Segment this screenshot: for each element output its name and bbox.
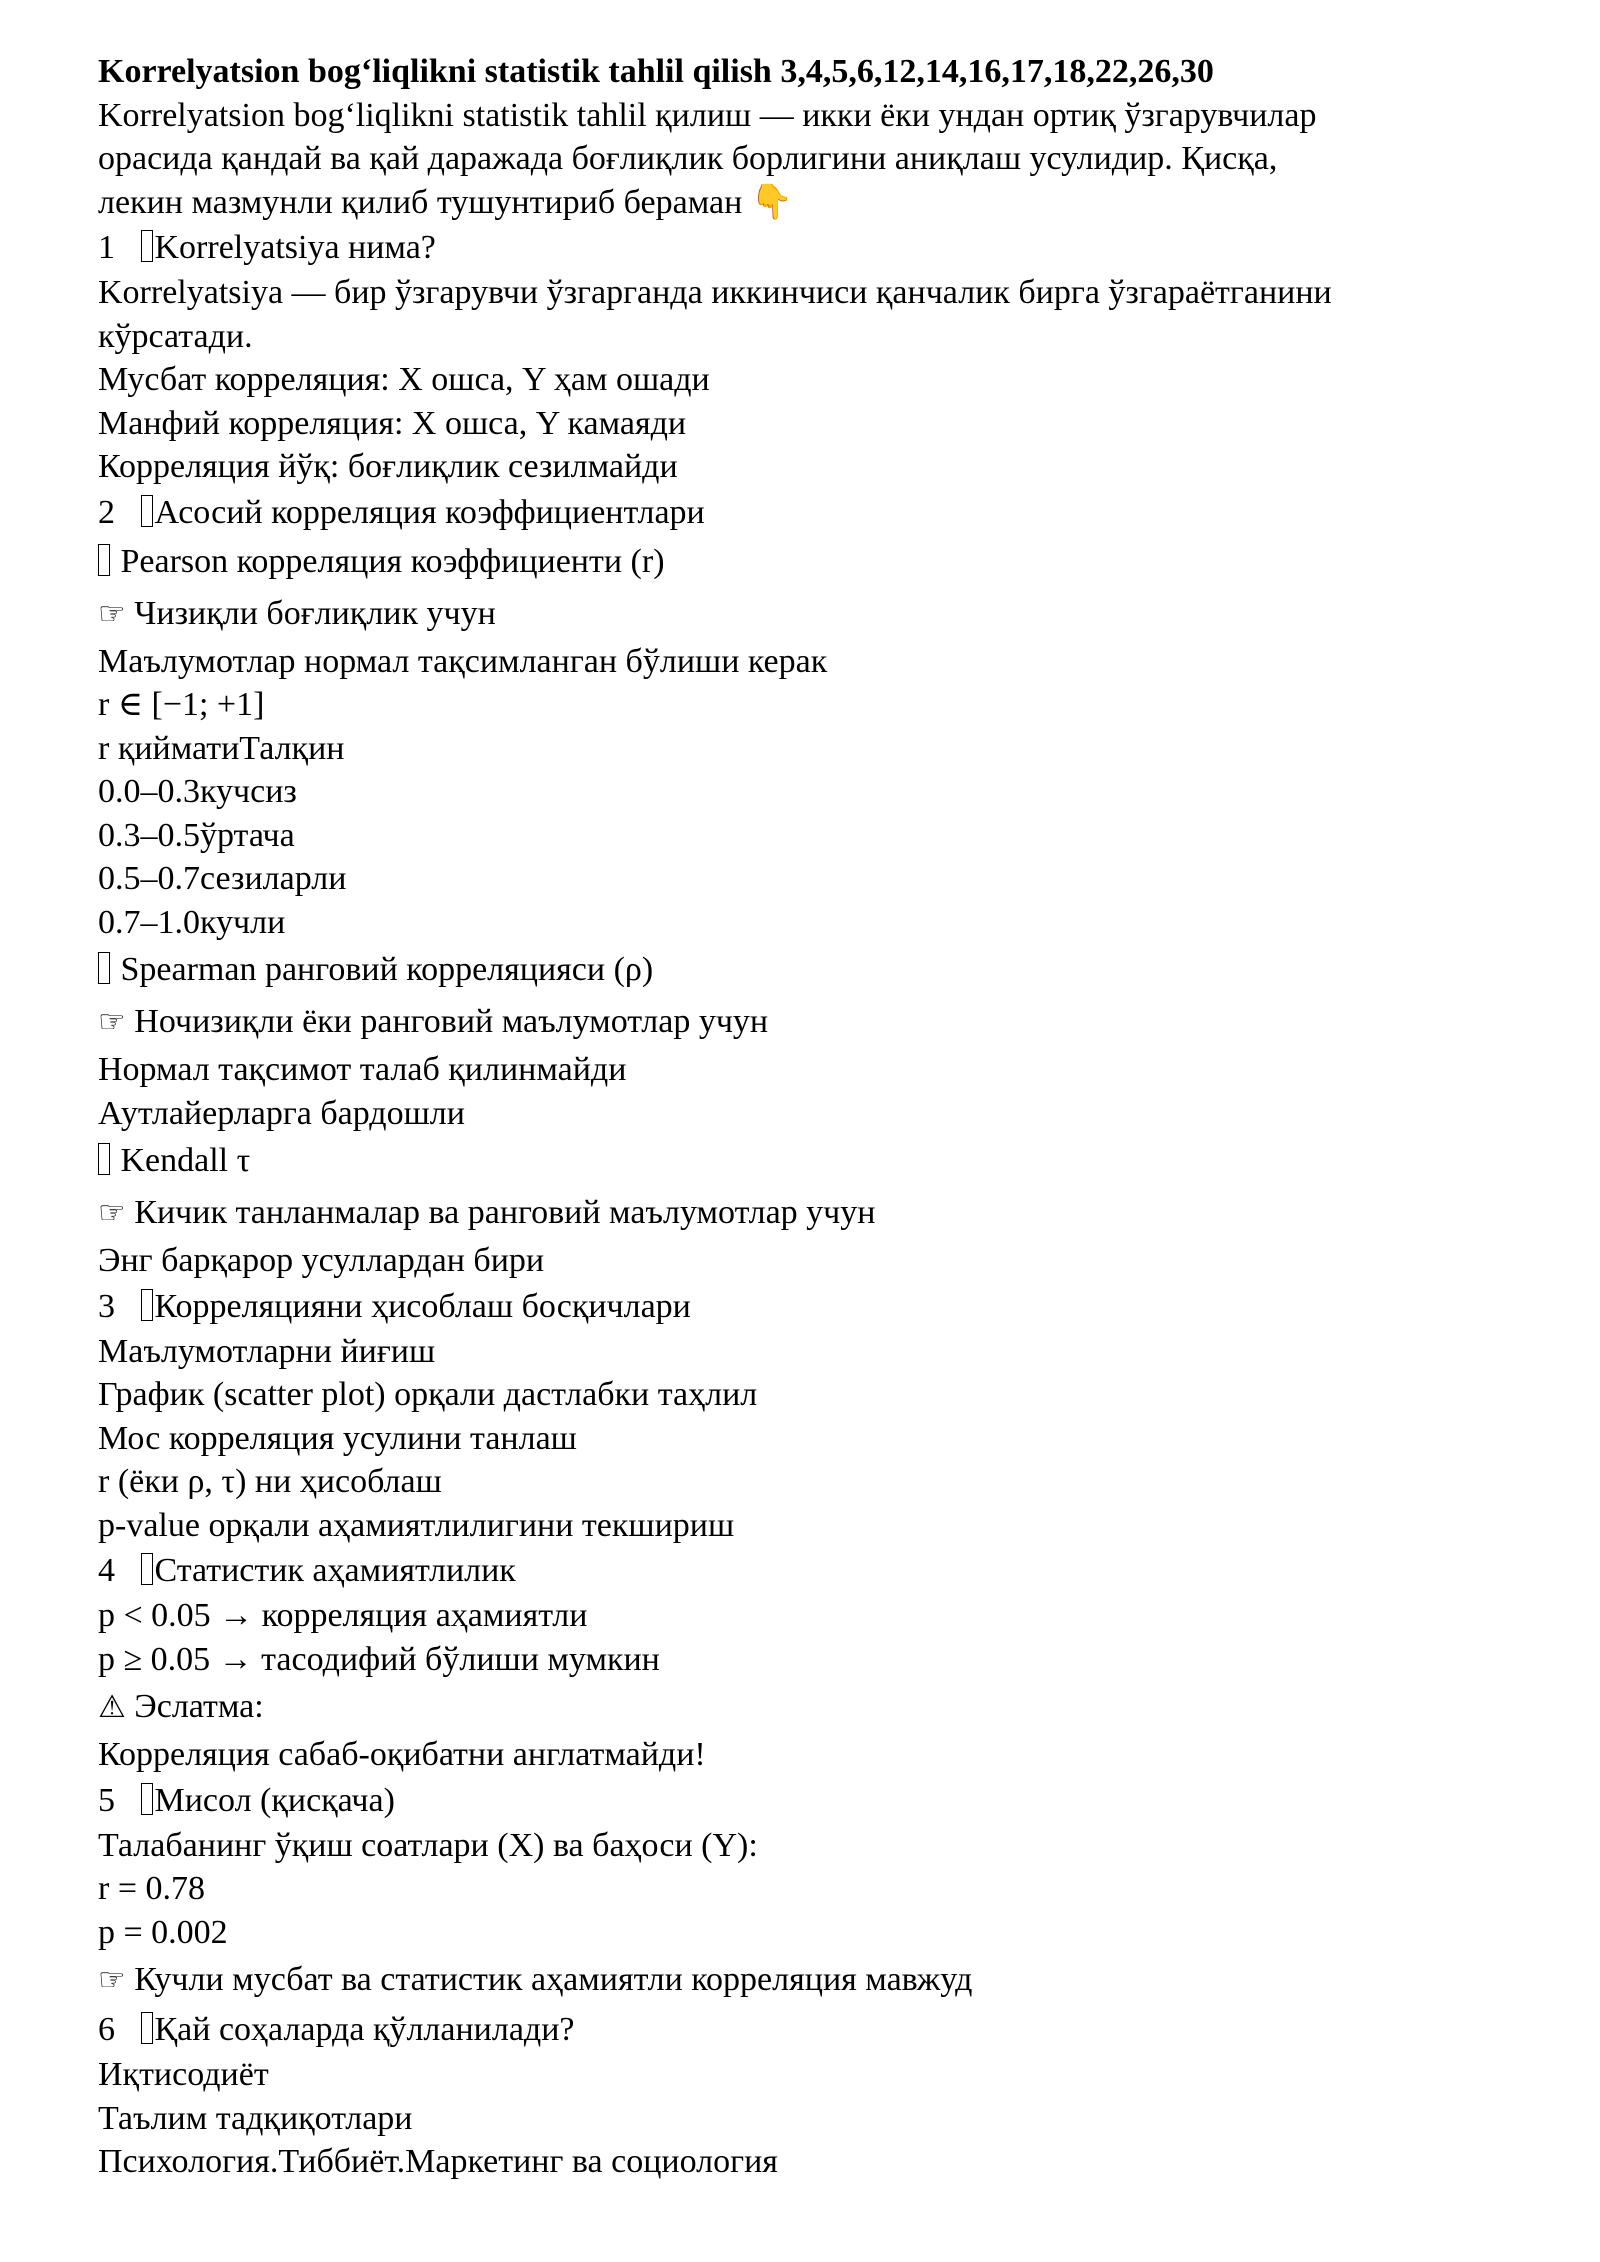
pearson-table-header: r қийматиТалқин <box>98 729 345 767</box>
document-title: Korrelyatsion bog‘liqlikni statistik tahlil qilish 3,4,5,6,12,14,16,17,18,22,26,30 <box>98 53 1214 90</box>
pearson-note-text: Чизиқли боғлиқлик учун <box>134 594 496 632</box>
section-1-line: Korrelyatsiya — бир ўзгарувчи ўзгарганда иккинчиси қанчалик бирга ўзгараётганини <box>98 274 1332 311</box>
section-3-line: p-value орқали аҳамиятлилигини текшириш <box>98 1506 735 1544</box>
intro-line: лекин мазмунли қилиб тушунтириб бераман 👇 <box>98 183 794 221</box>
section-1-title: Korrelyatsiya нима? <box>154 229 436 266</box>
intro-line: Korrelyatsion bog‘liqlikni statistik tahlil қилиш — икки ёки ундан ортиқ ўзгарувчилар <box>98 96 1317 134</box>
section-1-line: Мусбат корреляция: X ошса, Y ҳам ошади <box>98 361 710 398</box>
spearman-note <box>98 996 1518 1048</box>
kendall-note-text: Кичик танланмалар ва ранговий маълумотлар учун <box>134 1194 876 1231</box>
warning-label: Эслатма: <box>134 1688 264 1725</box>
section-5-heading: 5 Мисол (қисқача) <box>98 1781 395 1819</box>
pearson-table-row: 0.0–0.3кучсиз <box>98 773 297 810</box>
section-5-line: r = 0.78 <box>98 1870 205 1907</box>
section-4-title: Статистик аҳамиятлилик <box>154 1552 516 1589</box>
pointing-hand-icon: ☞ <box>98 1962 126 1998</box>
spearman-title: Spearman ранговий корреляцияси (ρ) <box>120 951 654 988</box>
section-5-title: Мисол (қисқача) <box>154 1781 395 1819</box>
spearman-line: Нормал тақсимот талаб қилинмайди <box>98 1051 627 1088</box>
section-6-title: Қай соҳаларда қўлланилади? <box>154 2011 575 2048</box>
kendall-note <box>98 1187 1518 1239</box>
keycap-placeholder-icon <box>141 230 153 262</box>
section-4-heading: 4 Статистик аҳамиятлилик <box>98 1552 516 1589</box>
section-5-line: p = 0.002 <box>98 1913 228 1951</box>
emoji-placeholder-icon <box>98 544 110 576</box>
spearman-heading <box>98 944 1518 996</box>
keycap-placeholder-icon <box>141 495 153 527</box>
section-6-line: Иқтисодиёт <box>98 2056 269 2093</box>
emoji-placeholder-icon <box>98 1143 110 1175</box>
section-2-title: Асосий корреляция коэффициентлари <box>154 493 705 531</box>
pearson-note <box>98 588 1518 640</box>
section-4-line: p ≥ 0.05 → тасодифий бўлиши мумкин <box>98 1640 660 1678</box>
keycap-placeholder-icon <box>141 1783 153 1815</box>
kendall-heading <box>98 1135 1518 1187</box>
keycap-placeholder-icon <box>141 1289 153 1321</box>
keycap-placeholder-icon <box>141 2012 153 2044</box>
section-1-line: Манфий корреляция: X ошса, Y камаяди <box>98 404 687 442</box>
section-5-note-text: Кучли мусбат ва статистик аҳамиятли корреляция мавжуд <box>134 1961 973 1998</box>
section-1-heading: 1 Korrelyatsiya нима? <box>98 229 436 266</box>
section-4-line: p < 0.05 → корреляция аҳамиятли <box>98 1597 588 1634</box>
section-3-line: r (ёки ρ, τ) ни ҳисоблаш <box>98 1463 442 1500</box>
pointing-hand-icon: ☞ <box>98 1004 126 1040</box>
pointing-hand-icon: ☞ <box>98 595 126 632</box>
pearson-line: r ∈ [−1; +1] <box>98 686 265 723</box>
kendall-title: Kendall τ <box>120 1142 251 1179</box>
keycap-placeholder-icon <box>141 1553 153 1585</box>
warning-text: Корреляция сабаб-оқибатни англатмайди! <box>98 1736 706 1773</box>
section-3-line: График (scatter plot) орқали дастлабки таҳлил <box>98 1376 758 1413</box>
warning-line <box>98 1681 1518 1733</box>
section-1-line: кўрсатади. <box>98 317 253 355</box>
pearson-heading <box>98 536 1518 588</box>
emoji-placeholder-icon <box>98 952 110 984</box>
pearson-table-row: 0.7–1.0кучли <box>98 903 286 941</box>
intro-line: орасида қандай ва қай даражада боғлиқлик борлигини аниқлаш усулидир. Қисқа, <box>98 140 1278 177</box>
document-page <box>98 50 1518 2184</box>
pearson-table-row: 0.3–0.5ўртача <box>98 816 295 854</box>
pointing-hand-icon: ☞ <box>98 1195 126 1231</box>
spearman-line: Аутлайерларга бардошли <box>98 1094 465 1132</box>
section-5-line: Талабанинг ўқиш соатлари (X) ва баҳоси (Y): <box>98 1826 758 1864</box>
section-3-line: Маълумотларни йиғиш <box>98 1332 436 1370</box>
section-1-line: Корреляция йўқ: боғлиқлик сезилмайди <box>98 448 678 485</box>
section-3-line: Мос корреляция усулини танлаш <box>98 1419 577 1457</box>
spearman-note-text: Ночизиқли ёки ранговий маълумотлар учун <box>134 1003 769 1040</box>
warning-icon: ⚠ <box>98 1689 126 1725</box>
pearson-table-row: 0.5–0.7сезиларли <box>98 860 347 897</box>
section-6-heading: 6 Қай соҳаларда қўлланилади? <box>98 2011 575 2048</box>
section-5-note <box>98 1954 1518 2006</box>
section-3-heading: 3 Корреляцияни ҳисоблаш босқичлари <box>98 1287 691 1325</box>
section-6-line: Психология.Тиббиёт.Маркетинг ва социология <box>98 2143 778 2180</box>
section-6-line: Таълим тадқиқотлари <box>98 2099 413 2137</box>
section-3-title: Корреляцияни ҳисоблаш босқичлари <box>154 1287 691 1325</box>
section-2-heading: 2 Асосий корреляция коэффициентлари <box>98 493 705 531</box>
pearson-title: Pearson корреляция коэффициенти (r) <box>120 542 665 580</box>
kendall-line: Энг барқарор усуллардан бири <box>98 1242 545 1279</box>
pearson-line: Маълумотлар нормал тақсимланган бўлиши керак <box>98 642 828 680</box>
